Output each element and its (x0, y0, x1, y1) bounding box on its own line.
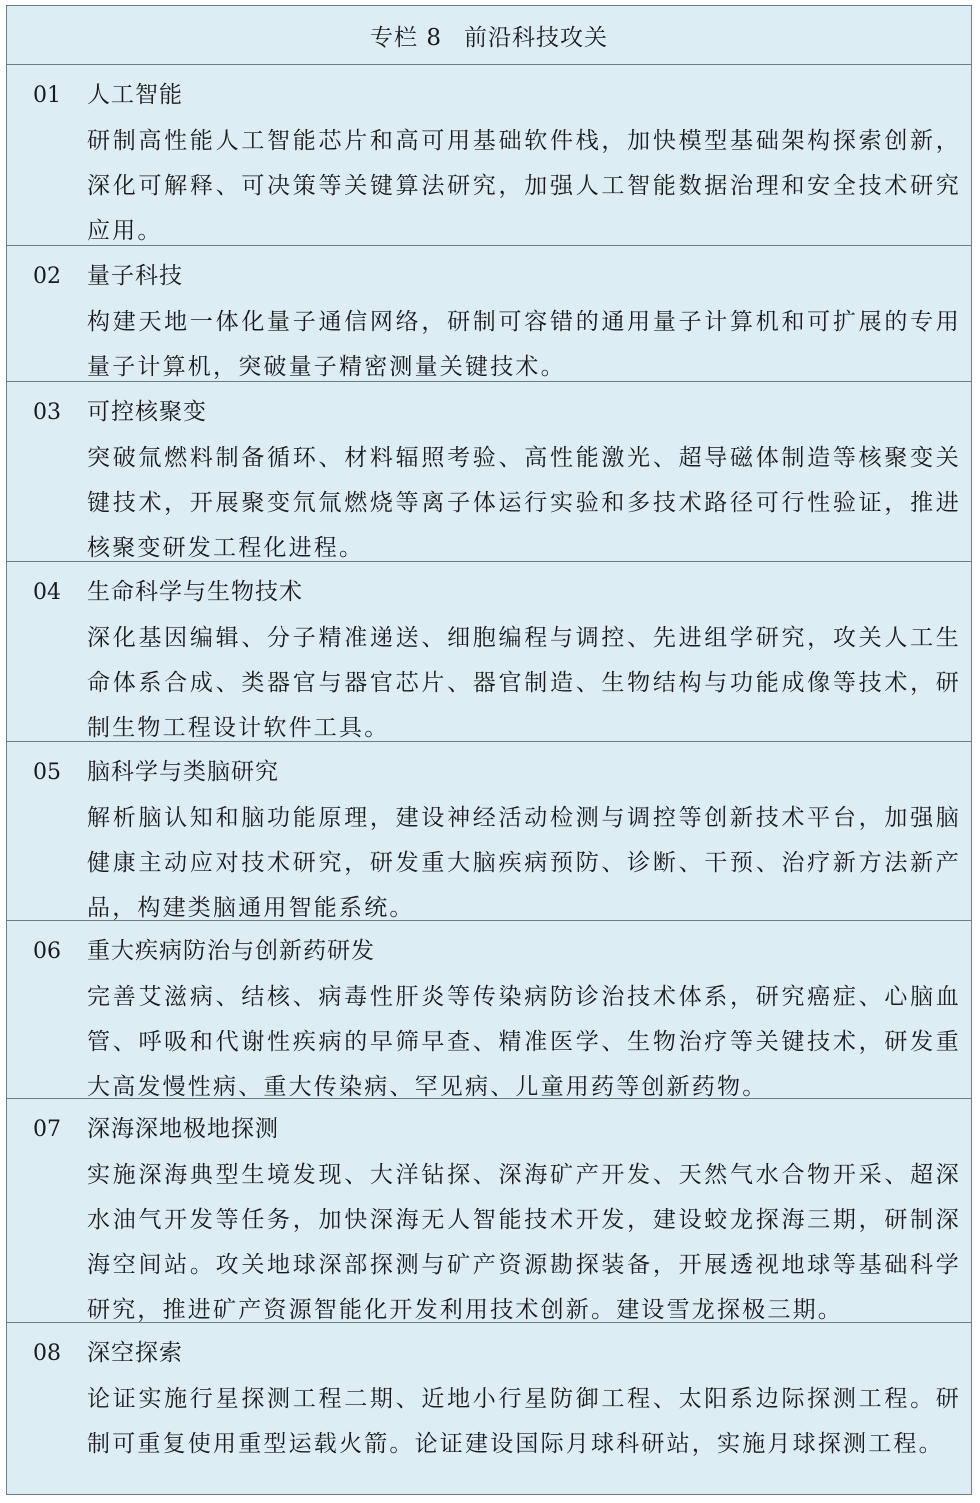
column-box (6, 5, 972, 1495)
section-title: 量子科技 (87, 263, 183, 289)
section-06 (7, 921, 971, 1099)
section-text: 构建天地一体化量子通信网络，研制可容错的通用量子计算机和可扩展的专用量子计算机，突破量子精密测量关键技术。 (87, 309, 961, 380)
section-text: 论证实施行星探测工程二期、近地小行星防御工程、太阳系边际探测工程。研制可重复使用重型运载火箭。论证建设国际月球科研站，实施月球探测工程。 (87, 1386, 961, 1457)
section-04 (7, 562, 971, 742)
section-title: 可控核聚变 (87, 399, 207, 425)
section-number: 05 (33, 760, 61, 785)
section-number: 06 (33, 939, 61, 964)
section-title: 生命科学与生物技术 (87, 579, 303, 605)
section-text: 深化基因编辑、分子精准递送、细胞编程与调控、先进组学研究，攻关人工生命体系合成、类器官与器官芯片、器官制造、生物结构与功能成像等技术，研制生物工程设计软件工具。 (87, 625, 961, 741)
section-text: 实施深海典型生境发现、大洋钻探、深海矿产开发、天然气水合物开采、超深水油气开发等任务，加快深海无人智能技术开发，建设蛟龙探海三期，研制深海空间站。攻关地球深部探测与矿产资源勘探装备，开展透视地球等基础科学研究，推进矿产资源智能化开发利用技术创新。建设雪龙探极三期。 (87, 1162, 961, 1323)
section-title: 深海深地极地探测 (87, 1116, 279, 1142)
box-title (7, 6, 971, 65)
section-08 (7, 1323, 971, 1494)
section-title: 人工智能 (87, 82, 183, 108)
section-03 (7, 382, 971, 562)
section-text: 突破氚燃料制备循环、材料辐照考验、高性能激光、超导磁体制造等核聚变关键技术，开展聚变氘氚燃烧等离子体运行实验和多技术路径可行性验证，推进核聚变研发工程化进程。 (87, 445, 961, 561)
section-number: 02 (33, 264, 61, 289)
section-text: 解析脑认知和脑功能原理，建设神经活动检测与调控等创新技术平台，加强脑健康主动应对技术研究，研发重大脑疾病预防、诊断、干预、治疗新方法新产品，构建类脑通用智能系统。 (87, 805, 961, 921)
section-05 (7, 742, 971, 921)
section-number: 08 (33, 1341, 61, 1366)
section-02 (7, 246, 971, 382)
section-number: 01 (33, 83, 61, 108)
box-heading: 前沿科技攻关 (463, 24, 608, 51)
section-number: 03 (33, 400, 61, 425)
section-01 (7, 65, 971, 246)
section-07 (7, 1099, 971, 1323)
section-title: 重大疾病防治与创新药研发 (87, 938, 375, 964)
section-number: 04 (33, 580, 61, 605)
section-text: 完善艾滋病、结核、病毒性肝炎等传染病防诊治技术体系，研究癌症、心脑血管、呼吸和代谢性疾病的早筛早查、精准医学、生物治疗等关键技术，研发重大高发慢性病、重大传染病、罕见病、儿童用药等创新药物。 (87, 984, 961, 1100)
section-title: 深空探索 (87, 1340, 183, 1366)
box-label: 专栏 8 (370, 24, 442, 51)
section-title: 脑科学与类脑研究 (87, 759, 279, 785)
section-number: 07 (33, 1117, 61, 1142)
section-text: 研制高性能人工智能芯片和高可用基础软件栈，加快模型基础架构探索创新，深化可解释、可决策等关键算法研究，加强人工智能数据治理和安全技术研究应用。 (87, 128, 961, 244)
